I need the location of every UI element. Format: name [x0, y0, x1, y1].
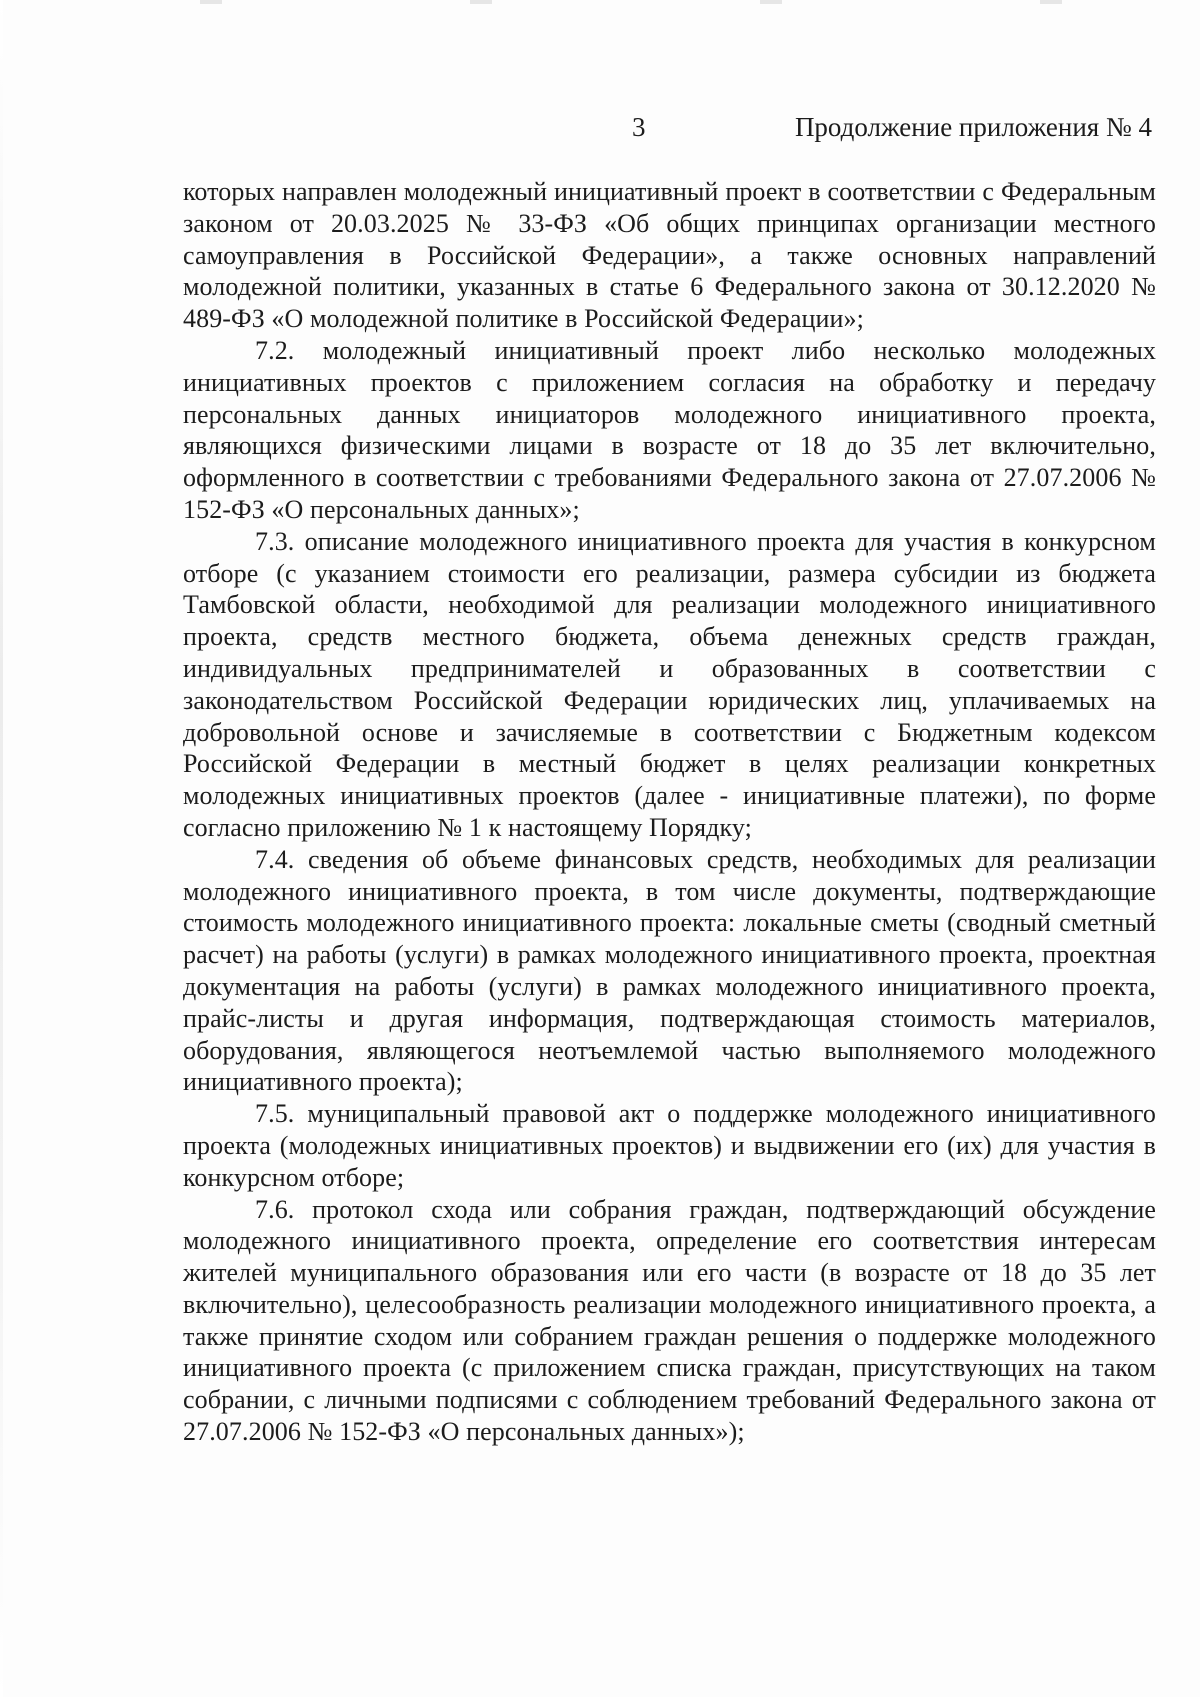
scan-artifact [1040, 0, 1062, 4]
paragraph-7-5: 7.5. муниципальный правовой акт о поддержке молодежного инициативного проекта (молодежных инициативных проектов) и выдвижении его (их) для участия в конкурсном отборе; [183, 1099, 1156, 1192]
paragraph-7-3: 7.3. описание молодежного инициативного проекта для участия в конкурсном отборе (с указанием стоимости его реализации, размера субсидии из бюджета Тамбовской области, необходимой для реализации молодежного инициативного проекта, средств местного бюджета, объема денежных средств граждан, индивидуальных предпринимателей и образованных в соответствии с законодательством Российской Федерации юридических лиц, уплачиваемых на добровольной основе и зачисляемые в соответствии с Бюджетным кодексом Российской Федерации в местный бюджет в целях реализации конкретных молодежных инициативных проектов (далее - инициативные платежи), по форме согласно приложению № 1 к настоящему Порядку; [183, 526, 1156, 842]
scan-artifact [200, 0, 222, 4]
paragraph-7-2: 7.2. молодежный инициативный проект либо несколько молодежных инициативных проектов с приложением согласия на обработку и передачу персональных данных инициаторов молодежного инициативного проекта, являющихся физическими лицами в возрасте от 18 до 35 лет включительно, оформленного в соответствии с требованиями Федерального закона от 27.07.2006 № 152-ФЗ «О персональных данных»; [183, 335, 1156, 524]
paragraph-7-6: 7.6. протокол схода или собрания граждан, подтверждающий обсуждение молодежного инициативного проекта, определение его соответствия интересам жителей муниципального образования или его части (в возрасте от 18 до 35 лет включительно), целесообразность реализации молодежного инициативного проекта, а также принятие сходом или собранием граждан решения о поддержке молодежного инициативного проекта (с приложением списка граждан, присутствующих на таком собрании, с личными подписями с соблюдением требований Федерального закона от 27.07.2006 № 152-ФЗ «О персональных данных»); [183, 1194, 1156, 1447]
appendix-continuation-title: Продолжение приложения № 4 [794, 112, 1152, 142]
scan-artifact [760, 0, 782, 4]
paragraph-7-4: 7.4. сведения об объеме финансовых средств, необходимых для реализации молодежного инициативного проекта, в том числе документы, подтверждающие стоимость молодежного инициативного проекта: локальные сметы (сводный сметный расчет) на работы (услуги) в рамках молодежного инициативного проекта, проектная документация на работы (услуги) в рамках молодежного инициативного проекта, прайс-листы и другая информация, подтверждающая стоимость материалов, оборудования, являющегося неотъемлемой частью выполняемого молодежного инициативного проекта); [183, 844, 1156, 1097]
document-body [183, 176, 1156, 1448]
page-header [0, 112, 1200, 148]
paragraph-continuation: которых направлен молодежный инициативный проект в соответствии с Федеральным законом от 20.03.2025 № 33-ФЗ «Об общих принципах организации местного самоуправления в Российской Федерации», а также основных направлений молодежной политики, указанных в статье 6 Федерального закона от 30.12.2020 № 489-ФЗ «О молодежной политике в Российской Федерации»; [183, 177, 1156, 334]
scan-artifact [470, 0, 492, 4]
scan-edge-shadow [0, 0, 3, 1697]
page-number: 3 [632, 112, 646, 142]
